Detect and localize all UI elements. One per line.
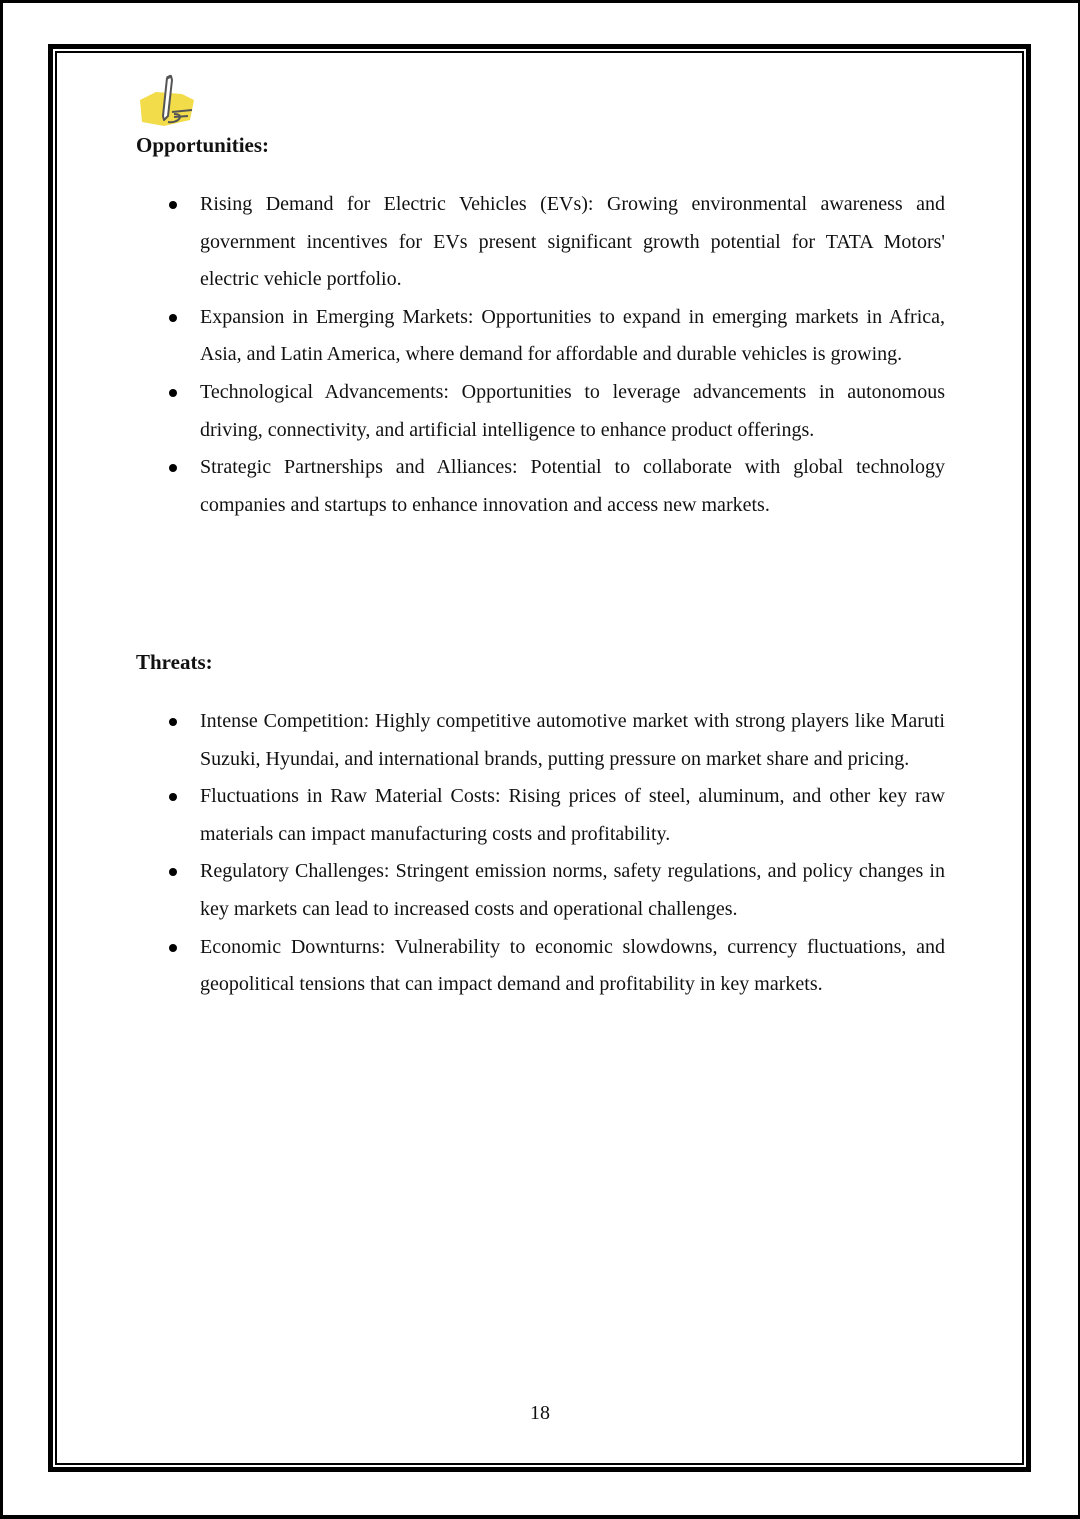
threats-list	[165, 703, 945, 1004]
list-item-text: Expansion in Emerging Markets: Opportunities to expand in emerging markets in Africa, Asia, and Latin America, where demand for affordable and durable vehicles is growing.	[200, 305, 945, 366]
bullet-icon	[169, 389, 177, 397]
list-item-text: Strategic Partnerships and Alliances: Potential to collaborate with global technology companies and startups to enhance innovation and access new markets.	[200, 456, 945, 516]
list-item	[165, 853, 945, 928]
bullet-icon	[169, 944, 177, 952]
list-item	[165, 703, 945, 778]
page-number: 18	[530, 1402, 550, 1424]
bullet-icon	[169, 314, 177, 322]
list-item-text: Intense Competition: Highly competitive automotive market with strong players like Maruti Suzuki, Hyundai, and international brands, putting pressure on market share and pricing.	[200, 710, 945, 770]
list-item-text: Economic Downturns: Vulnerability to economic slowdowns, currency fluctuations, and geopolitical tensions that can impact demand and profitability in key markets.	[200, 935, 945, 996]
list-item	[165, 778, 945, 853]
bullet-icon	[169, 868, 177, 876]
list-item-text: Technological Advancements: Opportunities to leverage advancements in autonomous driving, connectivity, and artificial intelligence to enhance product offerings.	[200, 380, 945, 441]
list-item-text: Fluctuations in Raw Material Costs: Rising prices of steel, aluminum, and other key raw materials can impact manufacturing costs and profitability.	[200, 785, 945, 845]
threats-heading: Threats:	[136, 650, 213, 674]
bullet-icon	[169, 201, 177, 209]
list-item-text: Rising Demand for Electric Vehicles (EVs): Growing environmental awareness and government incentives for EVs present significant growth potential for TATA Motors' electric vehicle portfolio.	[200, 193, 945, 291]
bullet-icon	[169, 793, 177, 801]
list-item	[165, 299, 945, 374]
opportunities-list	[165, 186, 945, 524]
opportunities-heading: Opportunities:	[136, 133, 270, 157]
pen-writing-icon	[134, 70, 200, 132]
bullet-icon	[169, 464, 177, 472]
list-item	[165, 929, 945, 1004]
bullet-icon	[169, 718, 177, 726]
list-item	[165, 186, 945, 299]
list-item	[165, 449, 945, 524]
list-item	[165, 374, 945, 449]
list-item-text: Regulatory Challenges: Stringent emission norms, safety regulations, and policy changes in key markets can lead to increased costs and operational challenges.	[200, 860, 945, 920]
